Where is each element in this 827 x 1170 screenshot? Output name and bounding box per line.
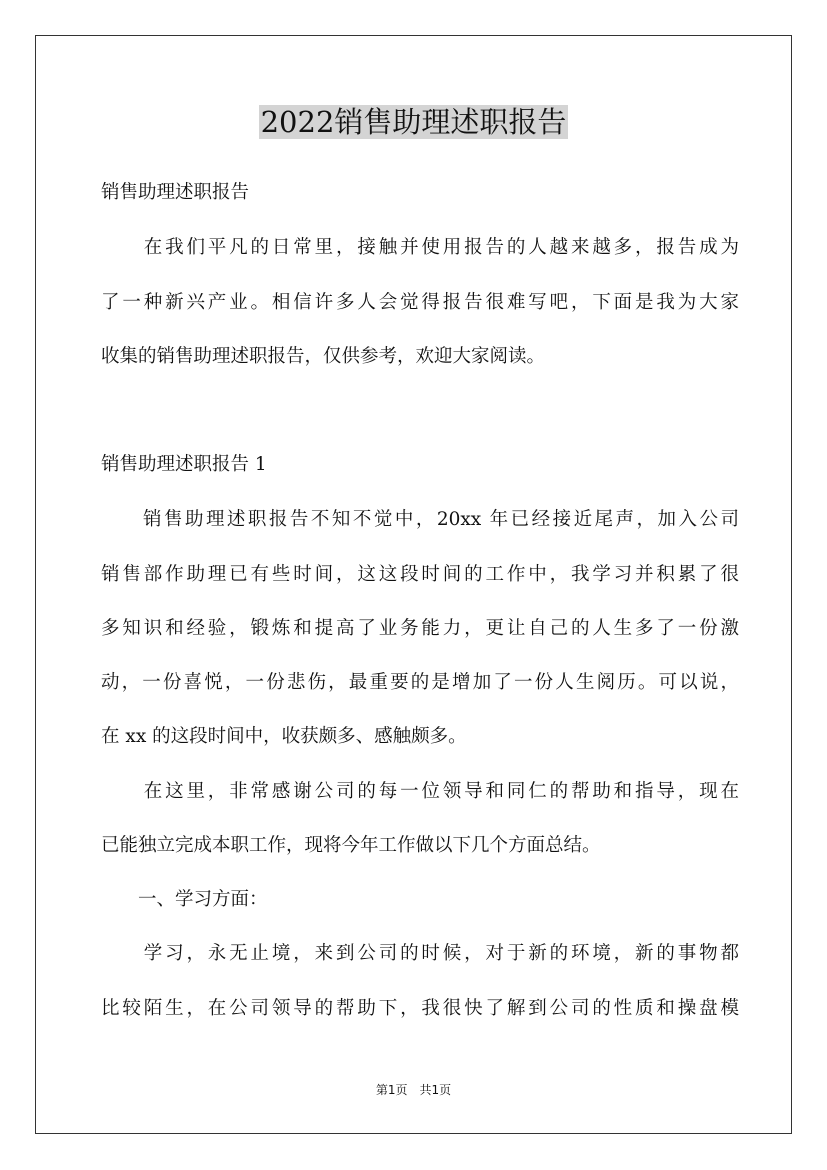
para1-line-2: 销售部作助理已有些时间，这这段时间的工作中，我学习并积累了很 <box>101 564 739 585</box>
intro-line-1: 在我们平凡的日常里，接触并使用报告的人越来越多，报告成为 <box>101 237 739 258</box>
para3-line-1: 学习，永无止境，来到公司的时候，对于新的环境，新的事物都 <box>101 943 739 964</box>
document-title: 2022销售助理述职报告 <box>260 105 567 139</box>
section-heading: 销售助理述职报告 1 <box>101 454 267 475</box>
para2-line-1: 在这里，非常感谢公司的每一位领导和同仁的帮助和指导，现在 <box>101 781 739 802</box>
intro-line-2: 了一种新兴产业。相信许多人会觉得报告很难写吧，下面是我为大家 <box>101 292 739 313</box>
para1-line-1: 销售助理述职报告不知不觉中，20xx 年已经接近尾声，加入公司 <box>101 509 739 530</box>
document-subtitle: 销售助理述职报告 <box>101 182 250 203</box>
para1-line-4: 动，一份喜悦，一份悲伤，最重要的是增加了一份人生阅历。可以说， <box>101 672 739 693</box>
page-footer: 第1页 共1页 <box>375 1083 452 1097</box>
para1-line-5: 在 xx 的这段时间中，收获颇多、感触颇多。 <box>101 726 467 747</box>
para1-line-3: 多知识和经验，锻炼和提高了业务能力，更让自己的人生多了一份激 <box>101 618 739 639</box>
intro-line-3: 收集的销售助理述职报告，仅供参考，欢迎大家阅读。 <box>101 346 546 367</box>
para2-line-2: 已能独立完成本职工作，现将今年工作做以下几个方面总结。 <box>101 835 601 856</box>
para3-line-2: 比较陌生，在公司领导的帮助下，我很快了解到公司的性质和操盘模 <box>101 998 739 1019</box>
study-heading: 一、学习方面： <box>101 889 268 910</box>
